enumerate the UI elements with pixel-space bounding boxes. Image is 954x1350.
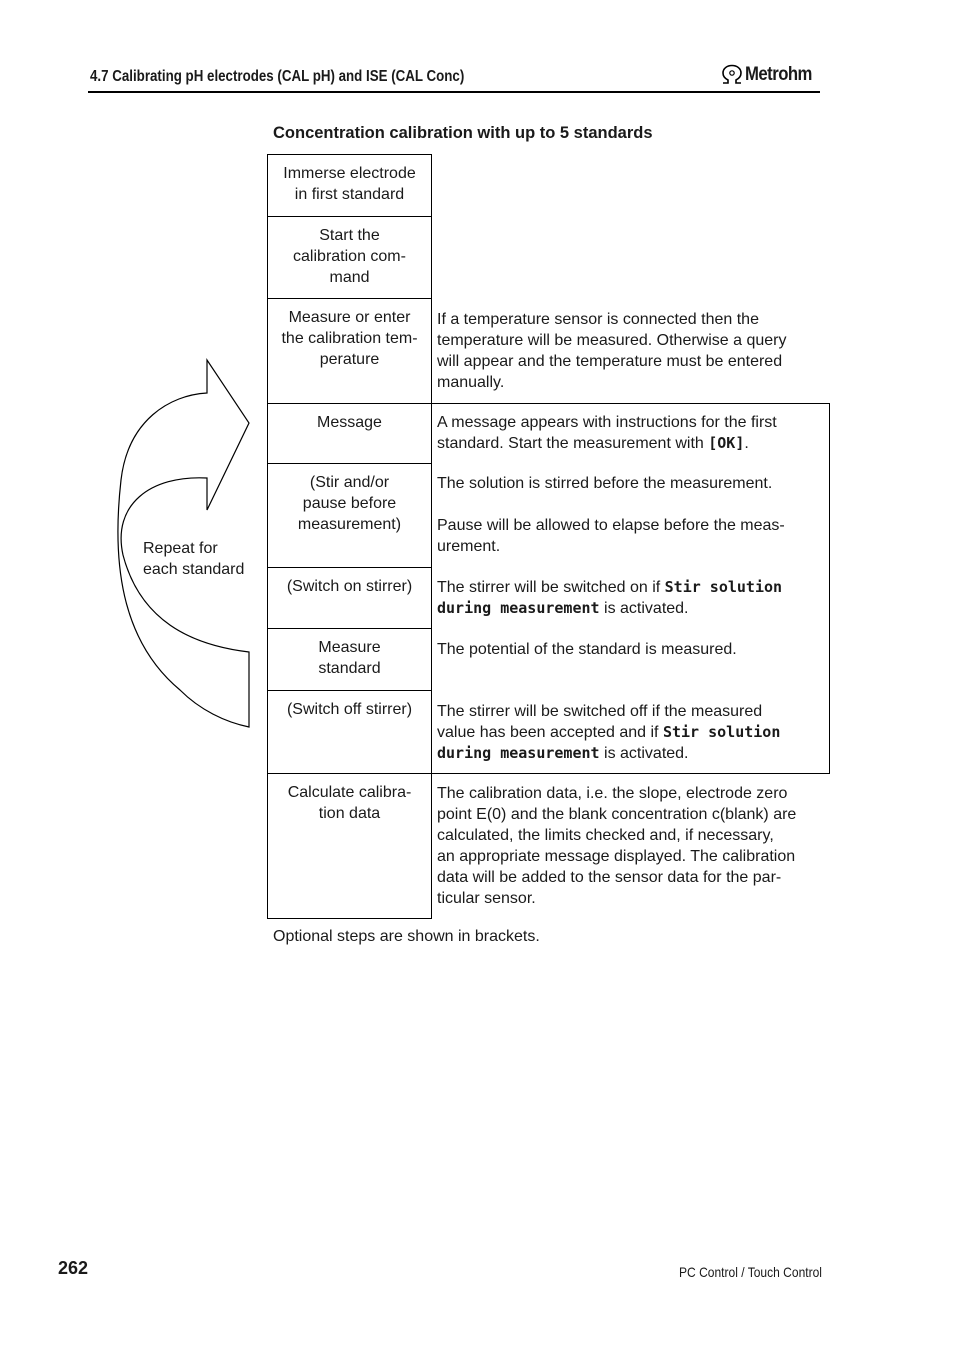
desc-text: standard. Start the measurement with [437, 435, 704, 452]
step-description [437, 783, 796, 909]
repeat-label-line: each standard [143, 561, 245, 578]
setting-name: during measurement [437, 744, 600, 762]
footnote: Optional steps are shown in brackets. [273, 928, 540, 945]
setting-name: Stir solution [664, 578, 783, 596]
desc-line: urement. [437, 538, 501, 555]
header-rule [88, 91, 820, 93]
step-line: measurement) [297, 516, 402, 533]
step-description [437, 701, 780, 764]
step-cell [267, 773, 432, 919]
page-number: 262 [58, 1258, 89, 1278]
step-line: mand [329, 269, 370, 286]
desc-line: A message appears with instructions for the first [437, 414, 777, 431]
step-line: Start the [319, 227, 380, 244]
step-cell [267, 628, 432, 691]
step-cell [267, 463, 432, 568]
desc-line: Pause will be allowed to elapse before the meas- [437, 517, 785, 534]
desc-line [437, 743, 780, 764]
desc-line [437, 722, 780, 743]
step-description [437, 639, 737, 660]
desc-text: is activated. [604, 600, 689, 617]
step-line: (Switch on stirrer) [286, 578, 413, 595]
step-cell [267, 567, 432, 629]
setting-name: during measurement [437, 599, 600, 617]
desc-line: calculated, the limits checked and, if necessary, [437, 827, 774, 844]
step-line: the calibration tem- [281, 330, 418, 347]
step-cell [267, 690, 432, 774]
desc-line: point E(0) and the blank concentration c(blank) are [437, 806, 797, 823]
brand-logo [719, 64, 821, 86]
desc-line: data will be added to the sensor data for the par- [437, 869, 782, 886]
step-description [437, 515, 785, 557]
step-cell [267, 403, 432, 464]
step-description [437, 577, 782, 619]
desc-line: temperature will be measured. Otherwise a query [437, 332, 787, 349]
desc-text: is activated. [604, 745, 689, 762]
footer-product: PC Control / Touch Control [679, 1264, 822, 1280]
ok-key: [OK] [708, 434, 745, 452]
step-line: Measure [318, 639, 381, 656]
desc-line: an appropriate message displayed. The calibration [437, 848, 796, 865]
setting-name: Stir solution [662, 723, 781, 741]
desc-line: ticular sensor. [437, 890, 536, 907]
step-line: tion data [318, 805, 381, 822]
repeat-label [143, 538, 244, 580]
desc-line: manually. [437, 374, 505, 391]
step-line: in first standard [294, 186, 405, 203]
desc-line: The stirrer will be switched off if the measured [437, 703, 763, 720]
step-cell [267, 298, 432, 404]
desc-text: . [744, 435, 749, 452]
step-line: Measure or enter [288, 309, 411, 326]
metrohm-omega-icon [719, 64, 745, 86]
step-description [437, 309, 787, 393]
desc-line: If a temperature sensor is connected then the [437, 311, 759, 328]
step-cell [267, 154, 432, 217]
repeat-label-line: Repeat for [143, 540, 218, 557]
step-line: (Stir and/or [309, 474, 390, 491]
step-description [437, 412, 777, 454]
desc-line [437, 598, 782, 619]
step-line: perature [319, 351, 380, 368]
step-line: (Switch off stirrer) [286, 701, 413, 718]
desc-line [437, 577, 782, 598]
step-cell [267, 216, 432, 299]
section-title: Concentration calibration with up to 5 standards [273, 124, 653, 142]
step-line: Calculate calibra- [287, 784, 412, 801]
desc-line: The solution is stirred before the measurement. [437, 475, 773, 492]
desc-line: The calibration data, i.e. the slope, electrode zero [437, 785, 788, 802]
step-line: standard [318, 660, 381, 677]
running-header: 4.7 Calibrating pH electrodes (CAL pH) and ISE (CAL Conc) [90, 68, 465, 85]
desc-text: value has been accepted and if [437, 724, 659, 741]
desc-line: will appear and the temperature must be entered [437, 353, 783, 370]
step-line: pause before [302, 495, 397, 512]
step-line: Immerse electrode [283, 165, 416, 182]
step-description [437, 473, 772, 494]
step-line: Message [317, 414, 382, 431]
desc-text: The stirrer will be switched on if [437, 579, 661, 596]
desc-line [437, 433, 777, 454]
brand-name: Metrohm [745, 64, 812, 85]
step-line: calibration com- [293, 248, 406, 265]
desc-line: The potential of the standard is measured. [437, 641, 737, 658]
